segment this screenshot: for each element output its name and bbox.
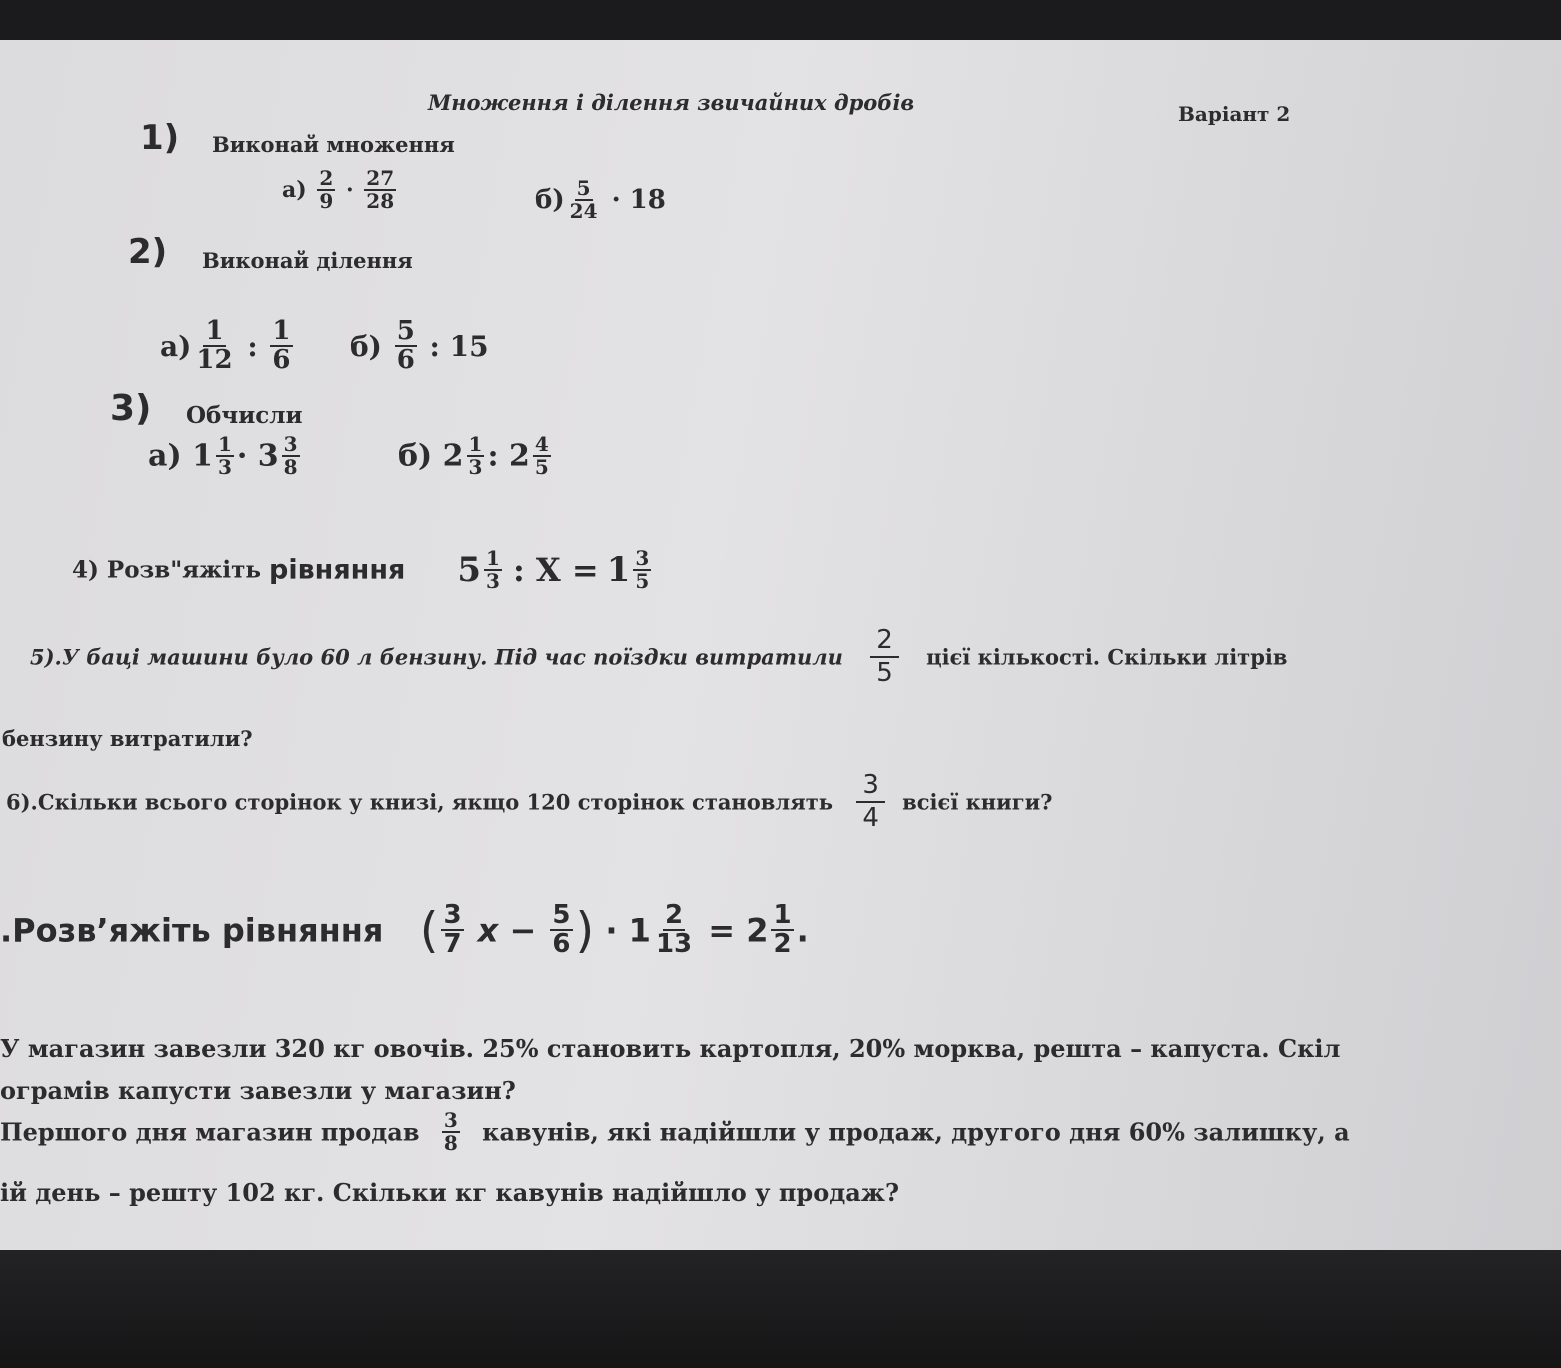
fraction: $\frac{1}{3}$ [217, 432, 232, 479]
task3-marker: 3) [110, 388, 152, 429]
item-label: а) [148, 438, 182, 474]
fraction: $\frac{3}{7}$ [443, 900, 462, 960]
fraction: $\frac{3}{8}$ [283, 432, 298, 479]
task6 [6, 770, 1052, 834]
task1-marker: 1) [140, 118, 180, 158]
fraction: $\frac{5}{24}$ [569, 176, 598, 223]
item-label: а) [160, 329, 192, 363]
task2-marker: 2) [128, 232, 168, 272]
task9 [0, 1110, 1350, 1154]
fraction: $\frac{2}{13}$ [655, 900, 693, 960]
fraction: $\frac{5}{6}$ [396, 316, 415, 376]
task6-text: 6).Скільки всього сторінок у книзі, якщо 120 сторінок становлять [6, 789, 833, 815]
fraction: $\frac{5}{6}$ [552, 900, 571, 960]
task6-text-after: всієї книги? [902, 789, 1053, 815]
task7-label: .Розв’яжіть рівняння [0, 911, 384, 950]
task5-line2: бензину витратили? [2, 726, 253, 751]
fraction: $\frac{2}{9}$ [319, 166, 334, 213]
fraction: $\frac{2}{5}$ [870, 625, 899, 689]
fraction: $\frac{1}{2}$ [773, 900, 792, 960]
task9-text-after: кавунів, які надійшли у продаж, другого дня 60% залишку, а [482, 1117, 1350, 1147]
task2-item-b: б) $\frac{5}{6}$ : 15 [350, 316, 489, 376]
dark-background [0, 1250, 1561, 1368]
fraction: $\frac{1}{12}$ [196, 316, 233, 376]
fraction: $\frac{1}{6}$ [272, 316, 291, 376]
task3-title: Обчисли [186, 402, 303, 429]
item-label: б) [398, 438, 433, 474]
item-label: б) [535, 185, 565, 215]
task1-item-a: а) $\frac{2}{9}$ · $\frac{27}{28}$ [282, 166, 395, 213]
fraction: $\frac{3}{8}$ [443, 1108, 458, 1155]
task5-text-after: цієї кількості. Скільки літрів [926, 644, 1288, 670]
task4-word: рівняння [269, 554, 406, 586]
fraction: $\frac{1}{3}$ [468, 432, 483, 479]
variant-label: Варіант 2 [1178, 102, 1291, 126]
task9-line2: ій день – решту 102 кг. Скільки кг кавунів надійшло у продаж? [0, 1178, 900, 1207]
task3-item-b: б) 2 $\frac{1}{3}$ : 2 $\frac{4}{5}$ [398, 432, 549, 479]
worksheet-title: Множення і ділення звичайних дробів [428, 90, 915, 115]
task1-item-b: б) $\frac{5}{24}$ · 18 [535, 176, 666, 223]
task3-item-a: а) 1 $\frac{1}{3}$ · 3 $\frac{3}{8}$ [148, 432, 298, 479]
task2-item-a: а) $\frac{1}{12}$ : $\frac{1}{6}$ [160, 316, 291, 376]
task9-text: Першого дня магазин продав [0, 1117, 420, 1147]
fraction: $\frac{3}{4}$ [856, 770, 885, 834]
item-label: а) [282, 177, 307, 203]
fraction: $\frac{4}{5}$ [534, 432, 549, 479]
task5-text: 5).У баці машини було 60 л бензину. Під час поїздки витратили [30, 644, 843, 670]
item-label: б) [350, 329, 382, 363]
fraction: $\frac{1}{3}$ [486, 546, 500, 593]
fraction: $\frac{27}{28}$ [366, 166, 395, 213]
worksheet-page [0, 40, 1561, 1250]
task5 [30, 625, 1287, 689]
task1-title: Виконай множення [212, 132, 455, 157]
task2-title: Виконай ділення [202, 248, 413, 273]
task8-line1: У магазин завезли 320 кг овочів. 25% становить картопля, 20% морква, решта – капуста. Скіл [0, 1034, 1341, 1063]
task4: 4) Розв"яжіть рівняння 5 $\frac{1}{3}$ : X = 1 $\frac{3}{5}$ [72, 546, 650, 593]
fraction: $\frac{3}{5}$ [635, 546, 650, 593]
task7: .Розв’яжіть рівняння ( $\frac{3}{7}$ x − $\frac{5}{6}$ ) · 1 $\frac{2}{13}$ = 2 $\frac{1}{2}$ . [0, 900, 809, 960]
task4-label: 4) Розв"яжіть [72, 556, 261, 584]
task8-line2: ограмів капусти завезли у магазин? [0, 1076, 516, 1105]
